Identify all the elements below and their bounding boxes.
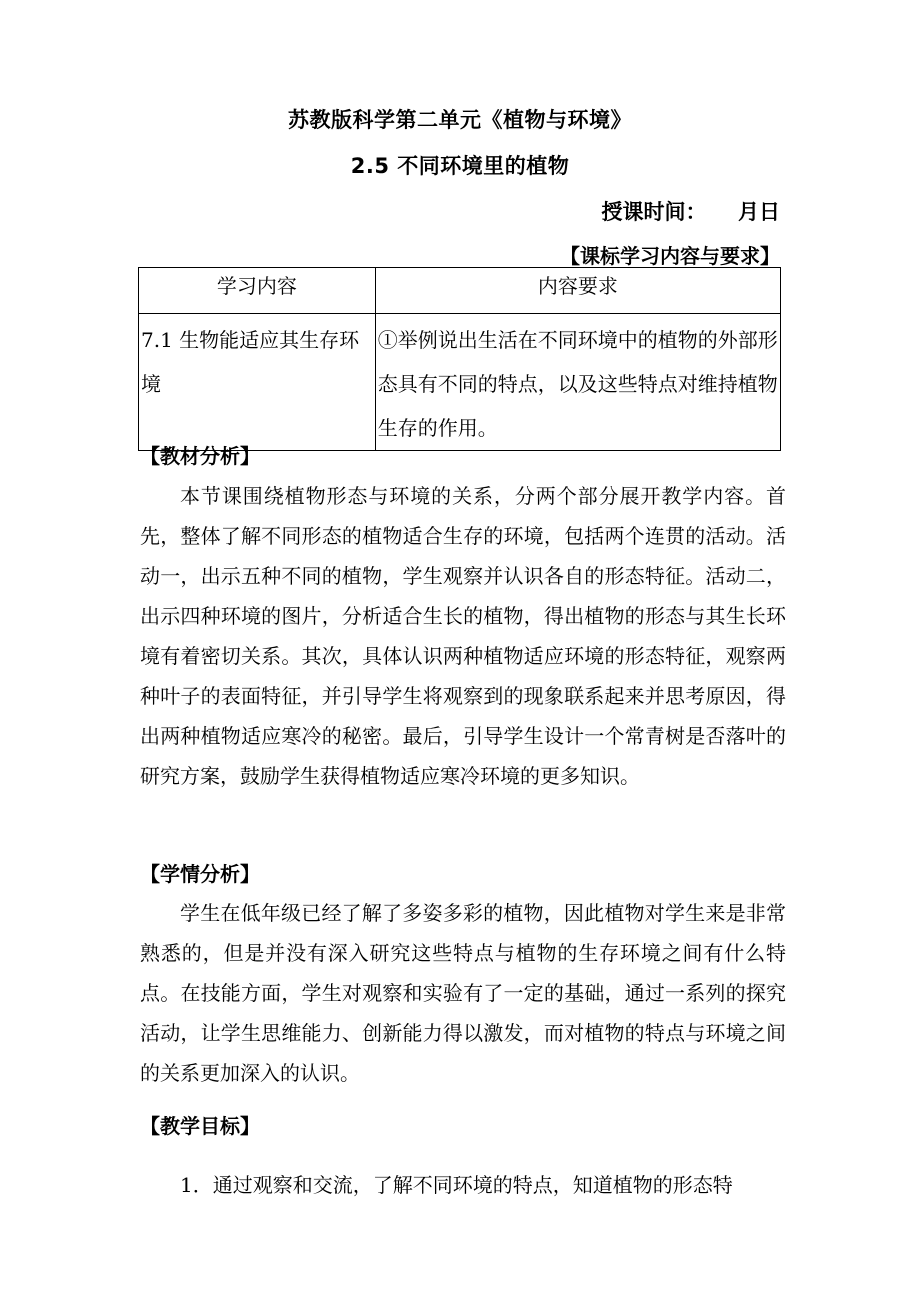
class-time: 授课时间： 月日 [601,200,780,224]
document-title: 苏教版科学第二单元《植物与环境》 [288,108,632,132]
students-heading: 【学情分析】 [140,862,260,886]
table-cell-requirement: ①举例说出生活在不同环境中的植物的外部形态具有不同的特点，以及这些特点对维持植物生存的作用。 [375,314,780,451]
table-cell-content: 7.1 生物能适应其生存环境 [139,314,376,451]
table-header-row [139,268,781,314]
table-row [139,314,781,451]
goal-item: 1．通过观察和交流，了解不同环境的特点，知道植物的形态特 [180,1173,733,1197]
lesson-subtitle: 2.5 不同环境里的植物 [350,154,570,178]
analysis-paragraph: 本节课围绕植物形态与环境的关系，分两个部分展开教学内容。首先，整体了解不同形态的植物适合生存的环境，包括两个连贯的活动。活动一，出示五种不同的植物，学生观察并认识各自的形态特征。活动二，出示四种环境的图片，分析适合生长的植物，得出植物的形态与其生长环境有着密切关系。其次，具体认识两种植物适应环境的形态特征，观察两种叶子的表面特征，并引导学生将观察到的现象联系起来并思考原因，得出两种植物适应寒冷的秘密。最后，引导学生设计一个常青树是否落叶的研究方案，鼓励学生获得植物适应寒冷环境的更多知识。 [140,484,786,788]
column-header-requirement: 内容要求 [375,268,780,314]
column-header-content: 学习内容 [139,268,376,314]
standard-heading: 【课标学习内容与要求】 [560,244,780,268]
standard-table [138,267,781,451]
goals-heading: 【教学目标】 [140,1114,260,1138]
analysis-heading: 【教材分析】 [140,444,260,468]
students-paragraph: 学生在低年级已经了解了多姿多彩的植物，因此植物对学生来是非常熟悉的，但是并没有深入研究这些特点与植物的生存环境之间有什么特点。在技能方面，学生对观察和实验有了一定的基础，通过一系列的探究活动，让学生思维能力、创新能力得以激发，而对植物的特点与环境之间的关系更加深入的认识。 [140,901,786,1085]
